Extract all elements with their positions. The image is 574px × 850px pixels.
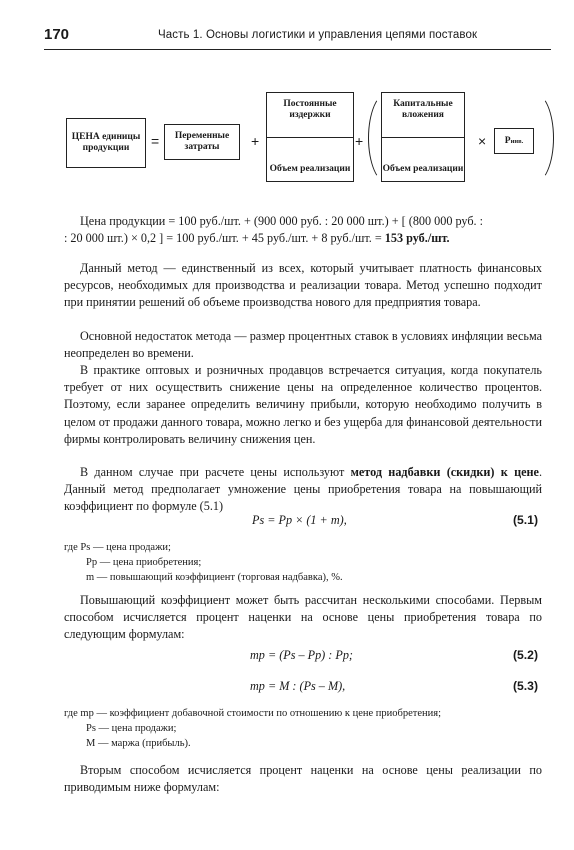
legend2-line2: Ps — цена продажи; bbox=[86, 723, 177, 734]
legend2-line3: M — маржа (прибыль). bbox=[86, 738, 191, 749]
fixed-costs-fraction-line bbox=[266, 137, 354, 138]
formula-5-1-number: (5.1) bbox=[512, 513, 538, 527]
price-calculation-line1: Цена продукции = 100 руб./шт. + (900 000 руб. : 20 000 шт.) + [ (800 000 руб. : bbox=[80, 214, 484, 228]
variable-costs-box: Переменные затраты bbox=[164, 124, 240, 160]
capital-denominator: Объем реализации bbox=[382, 164, 464, 174]
unit-price-box: ЦЕНА единицы продукции bbox=[66, 118, 146, 168]
formula-5-3-number: (5.3) bbox=[512, 679, 538, 693]
paragraph-2: Основной недостаток метода — размер процентных ставок в условиях инфляции весьма неопределен во времени. bbox=[64, 329, 542, 361]
formula-5-2-number: (5.2) bbox=[512, 648, 538, 662]
p4-term: метод надбавки (скидки) к цене bbox=[350, 465, 539, 479]
legend2-line1: где mp — коэффициент добавочной стоимости по отношению к цене приобретения; bbox=[64, 708, 442, 719]
equals-sign: = bbox=[151, 133, 160, 149]
capital-fraction-line bbox=[381, 137, 465, 138]
plus-sign-2: + bbox=[355, 133, 364, 149]
header-rule bbox=[44, 49, 551, 50]
price-calculation-line2 bbox=[64, 230, 542, 247]
paragraph-3: В практике оптовых и розничных продавцов встречается ситуация, когда покупатель требует от них осуществить снижение цены на определенное количество процентов. Поэтому, если заранее определить величину прибыли, которую необходимо получить в целом от продажи данного товара, можно легко и без ущерба для финансовой деятельности фирмы контролировать величину снижения цен. bbox=[64, 363, 542, 446]
running-title: Часть 1. Основы логистики и управления цепями поставок bbox=[158, 29, 478, 41]
formula-5-3: mp = M : (Ps – M), bbox=[250, 679, 346, 693]
right-paren bbox=[514, 92, 554, 184]
paragraph-4 bbox=[64, 464, 542, 516]
legend1-line1: где Ps — цена продажи; bbox=[64, 542, 171, 553]
paragraph-5: Повышающий коэффициент может быть рассчитан несколькими способами. Первым способом исчисляется процент наценки на основе цены приобретения товара по следующим формулам: bbox=[64, 593, 542, 642]
roi-sub: инв. bbox=[510, 137, 524, 145]
paragraph-1: Данный метод — единственный из всех, который учитывает платность финансовых ресурсов, необходимых для производства и реализации товара. Метод успешно подходит при принятии решений об объеме производства нового для предприятия товара. bbox=[64, 261, 542, 310]
formula-5-1: Ps = Pp × (1 + m), bbox=[252, 513, 347, 527]
legend1-line2: Pp — цена приобретения; bbox=[86, 557, 202, 568]
p4-start: В данном случае при расчете цены используют bbox=[80, 465, 351, 479]
calc-result: 153 руб./шт. bbox=[384, 231, 450, 245]
roi-label: P bbox=[504, 135, 511, 146]
calc-line2-prefix: : 20 000 шт.) × 0,2 ] = 100 руб./шт. + 45 руб./шт. + 8 руб./шт. = bbox=[64, 231, 385, 245]
legend1-line3: m — повышающий коэффициент (торговая надбавка), %. bbox=[86, 572, 343, 583]
plus-sign-1: + bbox=[251, 133, 260, 149]
fixed-costs-denominator: Объем реализации bbox=[269, 164, 351, 174]
fixed-costs-numerator: Постоянные издержки bbox=[283, 99, 337, 120]
paragraph-6: Вторым способом исчисляется процент наценки на основе цены реализации по приводимым ниже формулам: bbox=[64, 763, 542, 795]
page-number: 170 bbox=[44, 26, 70, 43]
p4-end: . Данный метод предполагает умножение цены приобретения товара на повышающий коэффициент по формуле (5.1) bbox=[64, 465, 542, 514]
capital-numerator: Капитальные вложения bbox=[393, 99, 453, 120]
times-sign: × bbox=[478, 133, 487, 149]
formula-5-2: mp = (Ps – Pp) : Pp; bbox=[250, 648, 353, 662]
